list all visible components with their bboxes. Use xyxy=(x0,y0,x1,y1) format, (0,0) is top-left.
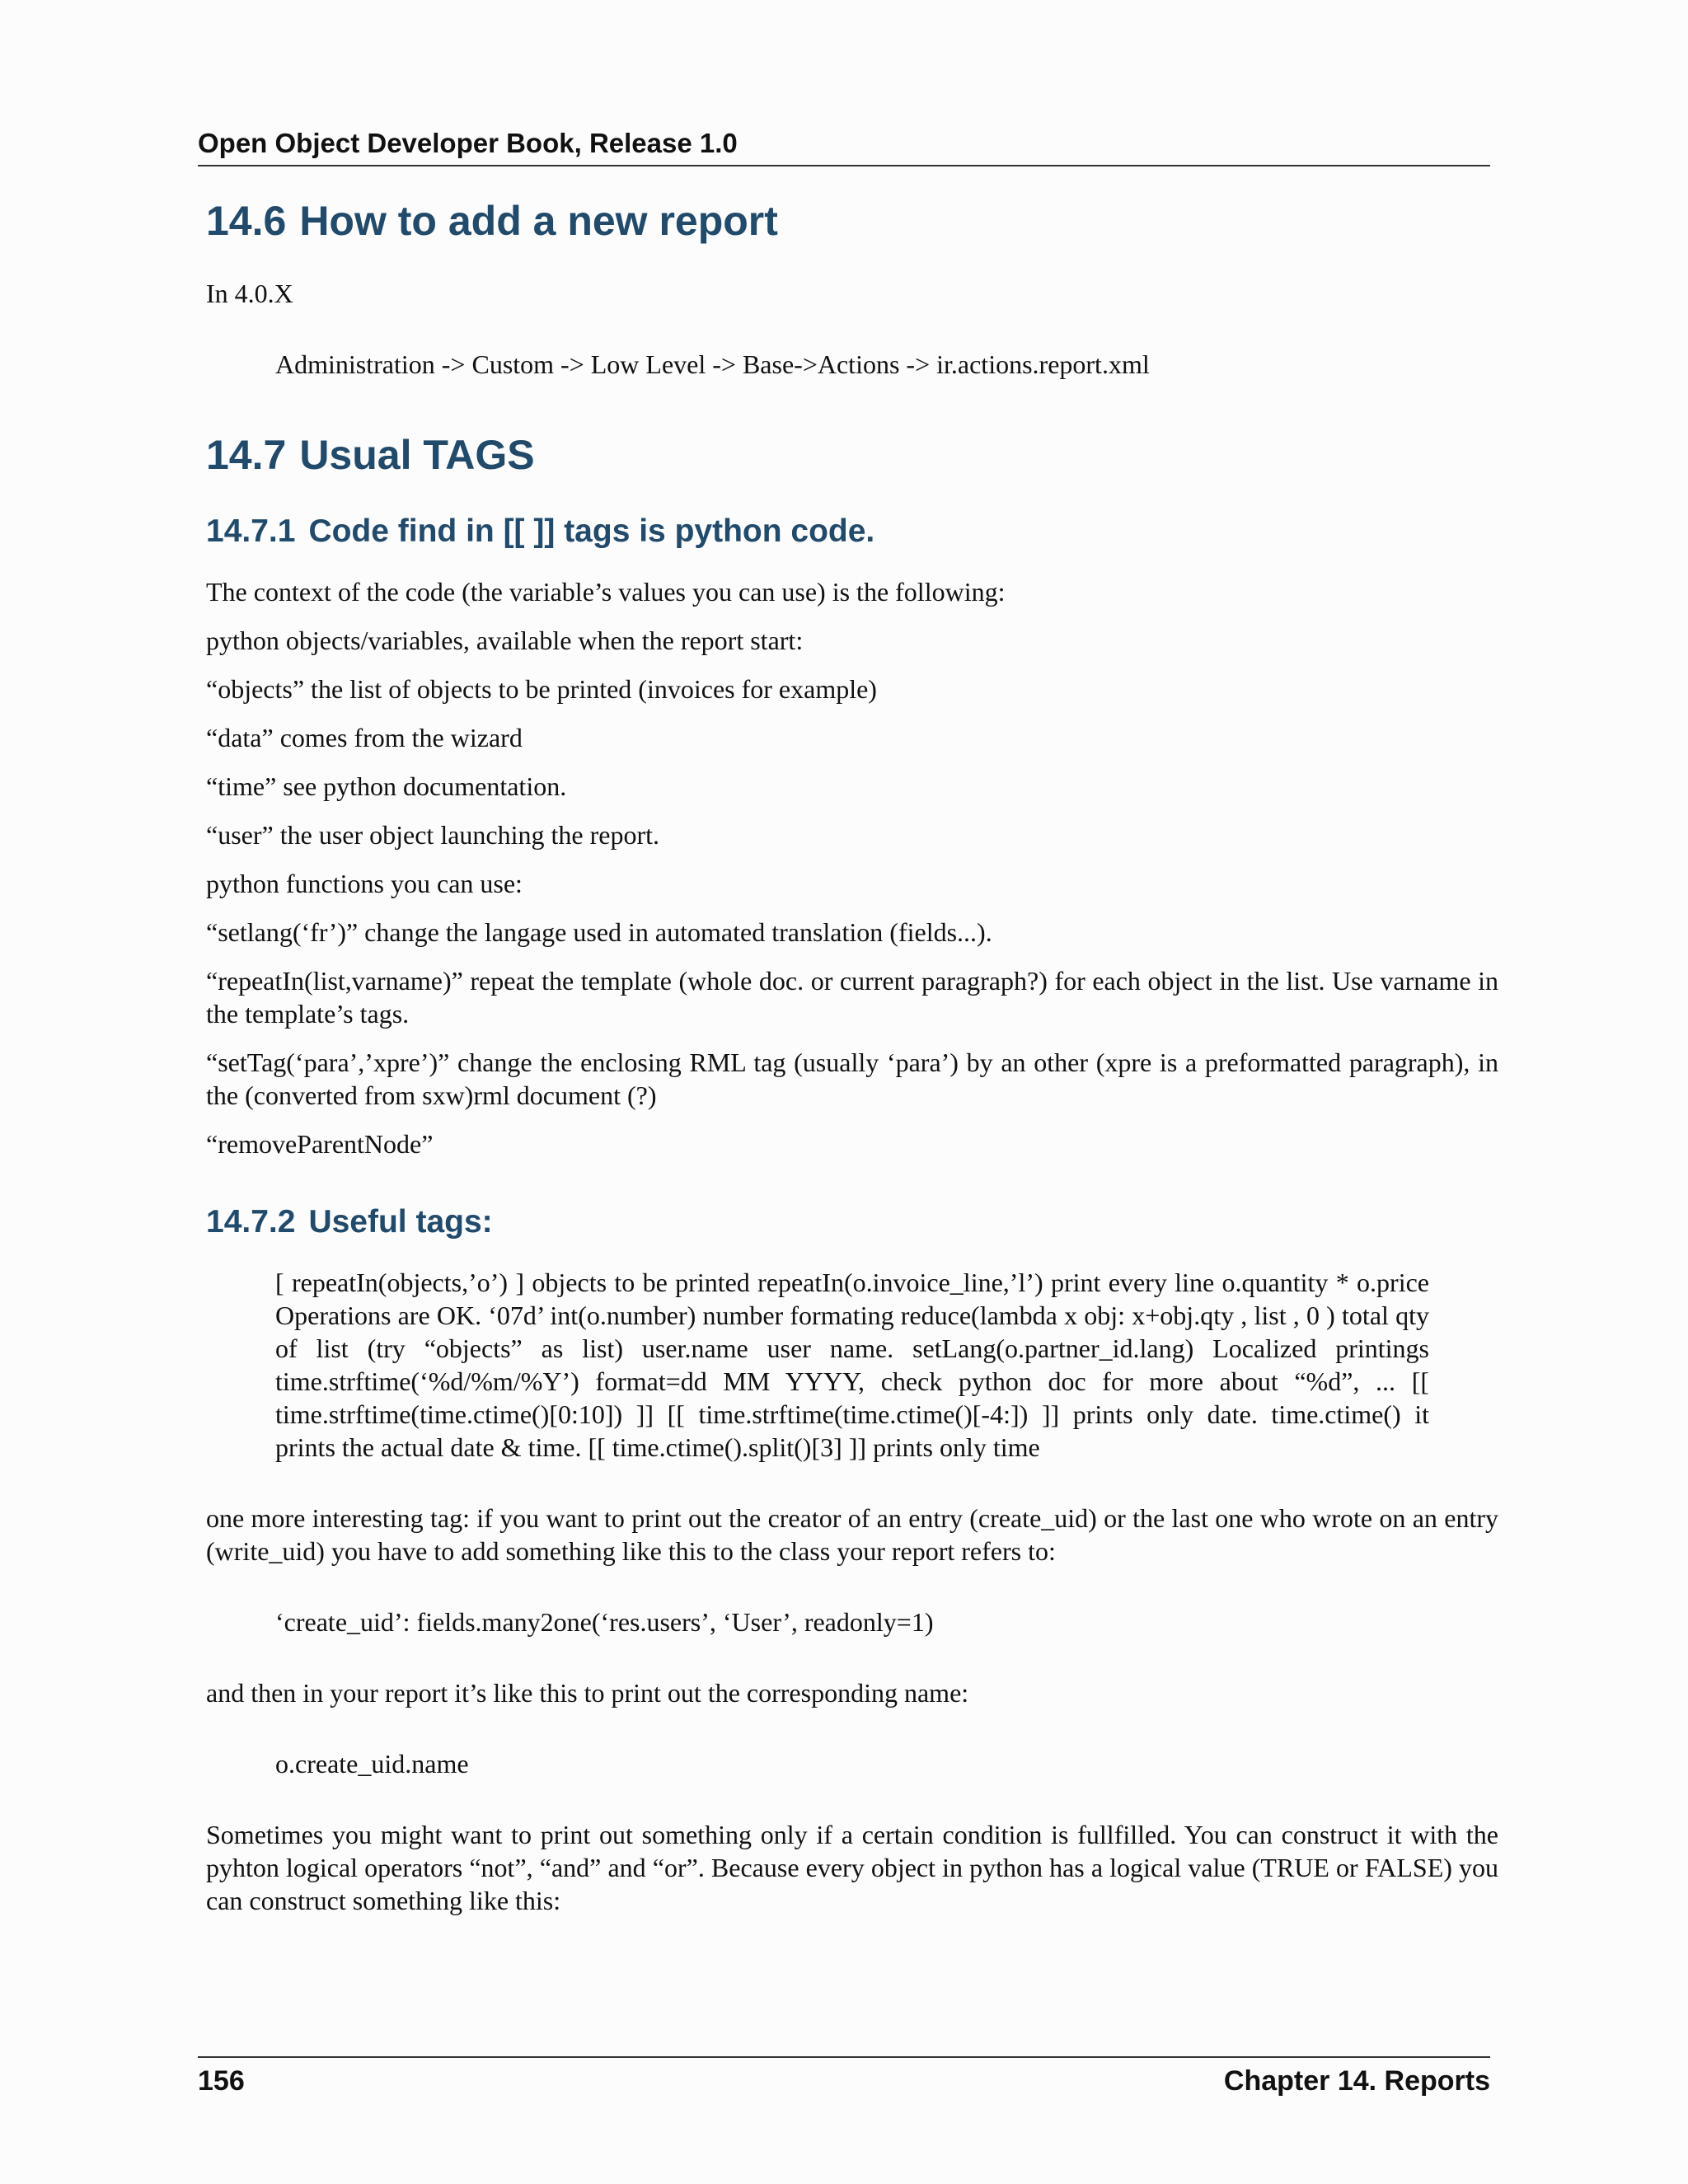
section-number: 14.7 xyxy=(206,432,287,478)
running-header: Open Object Developer Book, Release 1.0 xyxy=(198,124,1490,166)
paragraph: In 4.0.X xyxy=(206,279,293,308)
section-heading-14-6 xyxy=(206,196,1498,246)
paragraph: “data” comes from the wizard xyxy=(206,723,523,752)
paragraph: python functions you can use: xyxy=(206,869,523,898)
chapter-label: Chapter 14. Reports xyxy=(1223,2065,1490,2097)
section-heading-14-7 xyxy=(206,430,1498,480)
code-block: ‘create_uid’: fields.many2one(‘res.users’, ‘User’, readonly=1) xyxy=(275,1607,934,1637)
useful-tags-block: [ repeatIn(objects,’o’) ] objects to be printed repeatIn(o.invoice_line,’l’) print every line o.quantity * o.price Operations are OK. ‘07d’ int(o.number) number formating reduce(lambda x obj: x+obj.qty , list , 0 ) total qty of list (try “objects” as list) user.name user name. setLang(o.partner_id.lang) Localized printings time.strftime(‘%d/%m/%Y’) format=dd MM YYYY, check python doc for more about “%d”, ... [[ time.strftime(time.ctime()[0:10]) ]] [[ time.strftime(time.ctime()[-4:]) ]] prints only date. time.ctime() it prints the actual date & time. [[ time.ctime().split()[3] ]] prints only time xyxy=(275,1268,1429,1462)
paragraph: “setTag(‘para’,’xpre’)” change the enclosing RML tag (usually ‘para’) by an other (xpre is a preformatted paragraph), in the (converted from sxw)rml document (?) xyxy=(206,1047,1498,1110)
paragraph: “setlang(‘fr’)” change the langage used in automated translation (fields...). xyxy=(206,917,992,947)
section-title: How to add a new report xyxy=(299,198,778,244)
paragraph-list xyxy=(206,575,1498,1160)
subsection-heading-14-7-1 xyxy=(206,511,1498,552)
subsection-title: Useful tags: xyxy=(308,1204,493,1240)
paragraph: “time” see python documentation. xyxy=(206,771,567,801)
menu-path-block: Administration -> Custom -> Low Level -> Base->Actions -> ir.actions.report.xml xyxy=(275,349,1150,379)
paragraph: and then in your report it’s like this to print out the corresponding name: xyxy=(206,1678,969,1708)
paragraph: “removeParentNode” xyxy=(206,1129,434,1159)
paragraph: “objects” the list of objects to be printed (invoices for example) xyxy=(206,674,877,704)
page-number: 156 xyxy=(198,2065,245,2097)
footer-divider xyxy=(198,2056,1490,2058)
page-content xyxy=(206,196,1498,1917)
paragraph: Sometimes you might want to print out something only if a certain condition is fullfilled. You can construct it with the pyhton logical operators “not”, “and” and “or”. Because every object in python has a logical value (TRUE or FALSE) you can construct something like this: xyxy=(206,1820,1498,1915)
section-title: Usual TAGS xyxy=(299,432,535,478)
section-number: 14.6 xyxy=(206,198,287,244)
paragraph: one more interesting tag: if you want to print out the creator of an entry (create_uid) or the last one who wrote on an entry (write_uid) you have to add something like this to the class your report refers to: xyxy=(206,1503,1498,1566)
subsection-number: 14.7.2 xyxy=(206,1204,296,1240)
paragraph: The context of the code (the variable’s values you can use) is the following: xyxy=(206,577,1006,607)
code-block: o.create_uid.name xyxy=(275,1749,469,1779)
subsection-title: Code find in [[ ]] tags is python code. xyxy=(308,513,875,549)
subsection-number: 14.7.1 xyxy=(206,513,296,549)
paragraph: python objects/variables, available when the report start: xyxy=(206,626,804,655)
subsection-heading-14-7-2 xyxy=(206,1202,1498,1243)
paragraph: “user” the user object launching the report. xyxy=(206,820,659,850)
paragraph: “repeatIn(list,varname)” repeat the template (whole doc. or current paragraph?) for each object in the list. Use varname in the template’s tags. xyxy=(206,966,1498,1029)
